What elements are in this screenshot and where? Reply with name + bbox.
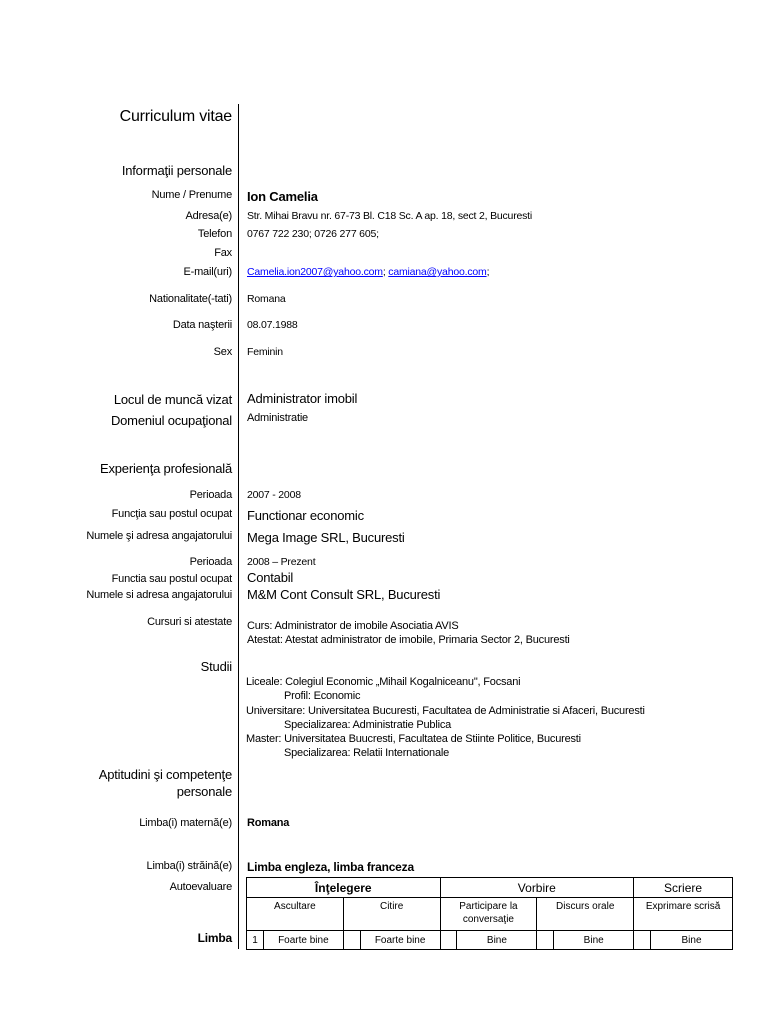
name-value: Ion Camelia <box>247 189 318 204</box>
nationality-value: Romana <box>247 293 286 305</box>
level-cell: Bine <box>651 931 733 950</box>
function-label-1: Funcţia sau postul ocupat <box>111 508 232 520</box>
employer-label-2: Numele si adresa angajatorului <box>86 589 232 601</box>
function-value-2: Contabil <box>247 570 294 585</box>
email-value <box>247 266 489 278</box>
language-row-label: Limba <box>197 931 232 945</box>
period-label-2: Perioada <box>189 556 232 568</box>
function-label-2: Functia sau postul ocupat <box>111 573 232 585</box>
personal-info-heading: Informaţii personale <box>121 163 232 178</box>
mother-tongue-label: Limba(i) maternă(e) <box>139 817 232 829</box>
employer-value-1: Mega Image SRL, Bucuresti <box>247 530 405 545</box>
studies-line: Liceale: Colegiul Economic „Mihail Kogalniceanu", Focsani <box>246 676 521 688</box>
studies-heading: Studii <box>200 659 232 674</box>
foreign-lang-value: Limba engleza, limba franceza <box>247 860 414 874</box>
experience-heading: Experienţa profesională <box>100 461 232 476</box>
job-domain-value: Administratie <box>247 412 308 424</box>
subheader-interaction: Participare la conversaţie <box>440 898 537 931</box>
email-link-1[interactable]: Camelia.ion2007@yahoo.com <box>247 266 383 278</box>
level-cell: Bine <box>554 931 634 950</box>
period-value-2: 2008 – Prezent <box>247 556 316 568</box>
job-domain-label: Domeniul ocupaţional <box>110 413 232 428</box>
subheader-reading: Citire <box>343 898 440 931</box>
phone-label: Telefon <box>197 228 232 240</box>
group-header-understanding: Înţelegere <box>247 878 441 898</box>
row-number: 1 <box>247 931 264 950</box>
studies-line: Profil: Economic <box>284 690 361 703</box>
function-value-1: Functionar economic <box>247 508 364 523</box>
period-value-1: 2007 - 2008 <box>247 489 301 501</box>
courses-label: Cursuri si atestate <box>147 616 232 628</box>
birth-value: 08.07.1988 <box>247 319 298 331</box>
email-link-2[interactable]: camiana@yahoo.com <box>388 266 487 278</box>
employer-value-2: M&M Cont Consult SRL, Bucuresti <box>247 587 441 602</box>
level-code-cell <box>537 931 554 950</box>
language-table <box>246 877 733 950</box>
studies-list <box>246 675 645 761</box>
fax-label: Fax <box>214 247 232 259</box>
period-label-1: Perioada <box>189 489 232 501</box>
level-code-cell <box>343 931 360 950</box>
employer-label-1: Numele şi adresa angajatorului <box>86 530 232 542</box>
job-target-value: Administrator imobil <box>247 391 358 406</box>
courses-line-2: Atestat: Atestat administrator de imobile, Primaria Sector 2, Bucuresti <box>247 634 570 646</box>
nationality-label: Nationalitate(-tati) <box>149 293 232 305</box>
skills-heading-line-1: Aptitudini şi competenţe <box>98 767 232 782</box>
group-header-speaking: Vorbire <box>440 878 634 898</box>
subheader-writing: Exprimare scrisă <box>634 898 733 931</box>
section-divider-line <box>238 104 239 949</box>
mother-tongue-value: Romana <box>247 817 290 829</box>
birth-label: Data naşterii <box>172 319 232 331</box>
cv-title: Curriculum vitae <box>119 108 232 125</box>
level-cell: Foarte bine <box>263 931 343 950</box>
job-target-label: Locul de muncă vizat <box>113 392 232 407</box>
name-label: Nume / Prenume <box>151 189 232 201</box>
studies-line: Specializarea: Administratie Publica <box>284 718 452 731</box>
group-header-writing: Scriere <box>634 878 733 898</box>
level-code-cell <box>634 931 651 950</box>
foreign-lang-label: Limba(i) străină(e) <box>146 860 232 872</box>
skills-heading-line-2: personale <box>176 784 232 799</box>
subheader-listening: Ascultare <box>247 898 344 931</box>
studies-line: Universitare: Universitatea Bucuresti, Facultatea de Administratie si Afaceri, Bucuresti <box>246 704 645 717</box>
level-cell: Foarte bine <box>360 931 440 950</box>
email-label: E-mail(uri) <box>183 266 232 278</box>
address-value: Str. Mihai Bravu nr. 67-73 Bl. C18 Sc. A ap. 18, sect 2, Bucuresti <box>247 210 533 222</box>
sex-label: Sex <box>213 346 232 358</box>
sex-value: Feminin <box>247 346 283 358</box>
courses-line-1: Curs: Administrator de imobile Asociatia AVIS <box>247 620 459 632</box>
level-code-cell <box>440 931 457 950</box>
subheader-production: Discurs orale <box>537 898 634 931</box>
studies-line: Specializarea: Relatii Internationale <box>284 747 450 760</box>
level-cell: Bine <box>457 931 537 950</box>
phone-value: 0767 722 230; 0726 277 605; <box>247 228 379 240</box>
address-label: Adresa(e) <box>185 210 232 222</box>
studies-line: Master: Universitatea Buucresti, Facultatea de Stiinte Politice, Bucuresti <box>246 733 581 746</box>
self-assessment-label: Autoevaluare <box>169 881 232 893</box>
email-separator: ; <box>382 266 389 278</box>
email-end: ; <box>486 266 490 278</box>
